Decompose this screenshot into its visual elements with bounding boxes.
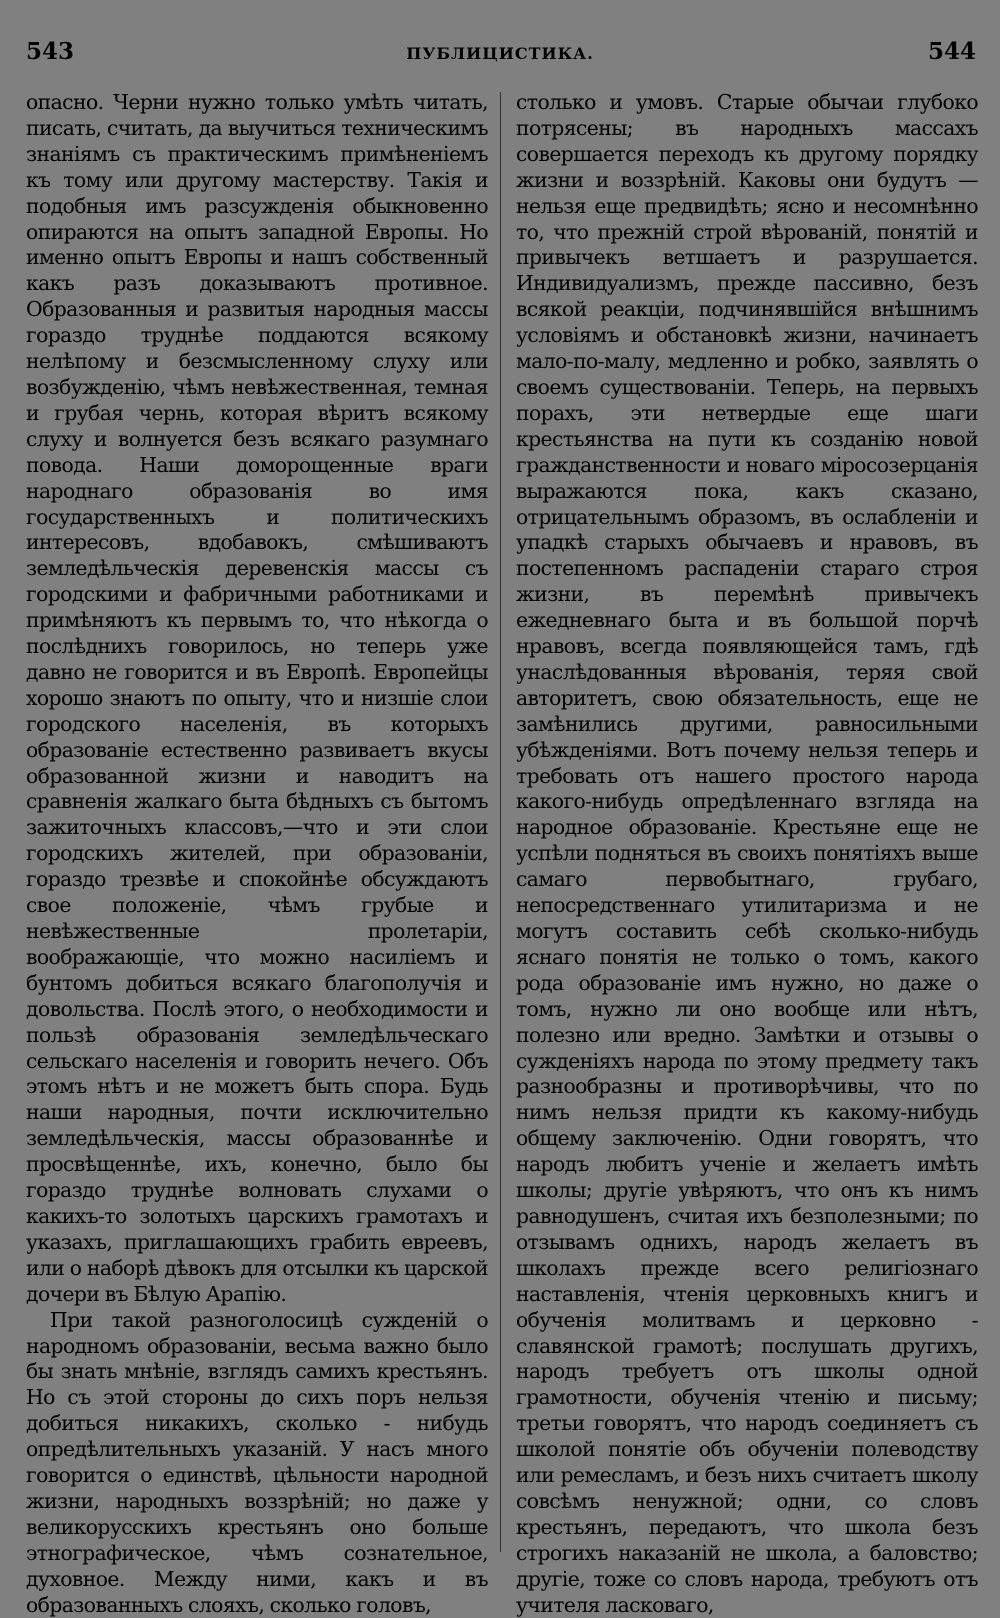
paragraph: опасно. Черни нужно только умѣть читать, писать, считать, да выучиться техническимъ знаніямъ съ практическимъ примѣненіемъ къ тому или другому мастерству. Такія и подобныя имъ разсужденія обыкновенно опираются на опытъ западной Европы. Но именно опытъ Европы и нашъ собственный какъ разъ доказываютъ противное. Образованныя и развитыя народныя массы гораздо труднѣе поддаются всякому нелѣпому и безсмысленному слуху или возбужденію, чѣмъ невѣжественная, темная и грубая чернь, которая вѣритъ всякому слуху и волнуется безъ всякаго разумнаго повода. Наши доморощенные враги народнаго образованія во имя государственныхъ и политическихъ интересовъ, вдобавокъ, смѣшиваютъ земледѣльческія деревенскія массы съ городскими и фабричными работниками и примѣняютъ къ первымъ то, что нѣкогда о послѣднихъ говорилось, но теперь уже давно не говорится и въ Европѣ. Европейцы хорошо знаютъ по опыту, что и низшіе слои городского населенія, въ которыхъ образованіе естественно развиваетъ вкусы образованной жизни и наводитъ на сравненія жалкаго быта бѣдныхъ съ бытомъ зажиточныхъ классовъ,—что и эти слои городскихъ жителей, при образованіи, гораздо трезвѣе и спокойнѣе обсуждаютъ свое положеніе, чѣмъ грубые и невѣжественные пролетаріи, воображающіе, что можно насиліемъ и бунтомъ добиться всякаго благополучія и довольства. Послѣ этого, о необходимости и пользѣ образованія земледѣльческаго сельскаго населенія и говорить нечего. Объ этомъ нѣтъ и не можетъ быть спора. Будь наши народныя, почти исключительно земледѣльческія, массы образованнѣе и просвѣщеннѣе, ихъ, конечно, было бы гораздо труднѣе волновать слухами о какихъ-то золотыхъ царскихъ грамотахъ и указахъ, приглашающихъ грабить евреевъ, или о наборѣ дѣвокъ для отсылки къ царской дочери въ Бѣлую Арапію. — [26, 90, 488, 1306]
page-header — [0, 0, 1000, 80]
page-number-right: 544 — [927, 38, 976, 65]
column-divider — [500, 92, 501, 1552]
page-number-left: 543 — [26, 38, 75, 65]
left-column — [26, 90, 488, 1618]
paragraph: столько и умовъ. Старые обычаи глубоко потрясены; въ народныхъ массахъ совершается переходъ къ другому порядку жизни и воззрѣній. Каковы они будутъ — нельзя еще предвидѣть; ясно и несомнѣнно то, что прежній строй вѣрованій, понятій и привычекъ ветшаетъ и разрушается. Индивидуализмъ, прежде пассивно, безъ всякой реакціи, подчинявшійся внѣшнимъ условіямъ и обстановкѣ жизни, начинаетъ мало-по-малу, медленно и робко, заявлять о своемъ существованіи. Теперь, на первыхъ порахъ, эти нетвердые еще шаги крестьянства на пути къ созданію новой гражданственности и новаго міросозерцанія выражаются пока, какъ сказано, отрицательнымъ образомъ, въ ослабленіи и упадкѣ старыхъ обычаевъ и нравовъ, въ постепенномъ распаденіи стараго строя жизни, въ перемѣнѣ привычекъ ежедневнаго быта и въ большой порчѣ нравовъ, всегда появляющейся тамъ, гдѣ унаслѣдованныя вѣрованія, теряя свой авторитетъ, свою обязательность, еще не замѣнились другими, равносильными убѣжденіями. Вотъ почему нельзя теперь и требовать отъ нашего простого народа какого-нибудь опредѣленнаго взгляда на народное образованіе. Крестьяне еще не успѣли подняться въ своихъ понятіяхъ выше самаго первобытнаго, грубаго, непосредственнаго утилитаризма и не могутъ составить себѣ сколько-нибудь яснаго понятія не только о томъ, какого рода образованіе имъ нужно, но даже о томъ, нужно ли оно вообще или нѣтъ, полезно или вредно. Замѣтки и отзывы о сужденіяхъ народа по этому предмету такъ разнообразны и противорѣчивы, что по нимъ нельзя придти къ какому-нибудь общему заключенію. Одни говорятъ, что народъ любитъ ученіе и желаетъ имѣть школы; другіе увѣряютъ, что онъ къ нимъ равнодушенъ, считая ихъ безполезными; по отзывамъ однихъ, народъ желаетъ въ школахъ прежде всего религіознаго наставленія, чтенія церковныхъ книгъ и обученія молитвамъ и церковно - славянской грамотѣ; послушать другихъ, народъ требуетъ отъ школы одной грамотности, обученія чтенію и письму; третьи говорятъ, что народъ соединяетъ съ школой понятіе объ обученіи полеводству или ремесламъ, и безъ нихъ считаетъ школу совсѣмъ ненужной; одни, со словъ крестьянъ, передаютъ, что школа безъ строгихъ наказаній не школа, а баловство; другіе, тоже со словъ народа, требуютъ отъ учителя ласковаго, — [516, 90, 978, 1617]
paragraph: При такой разноголосицѣ сужденій о народномъ образованіи, весьма важно было бы знать мнѣніе, взглядъ самихъ крестьянъ. Но съ этой стороны до сихъ поръ нельзя добиться никакихъ, сколько - нибудь опредѣлительныхъ указаній. У насъ много говорится о единствѣ, цѣльности народной жизни, народныхъ воззрѣній; но даже у великорусскихъ крестьянъ оно больше этнографическое, чѣмъ сознательное, духовное. Между ними, какъ и въ образованныхъ слояхъ, сколько головъ, — [26, 1307, 488, 1617]
right-column — [516, 90, 978, 1618]
running-title: ПУБЛИЦИСТИКА. — [406, 44, 594, 63]
